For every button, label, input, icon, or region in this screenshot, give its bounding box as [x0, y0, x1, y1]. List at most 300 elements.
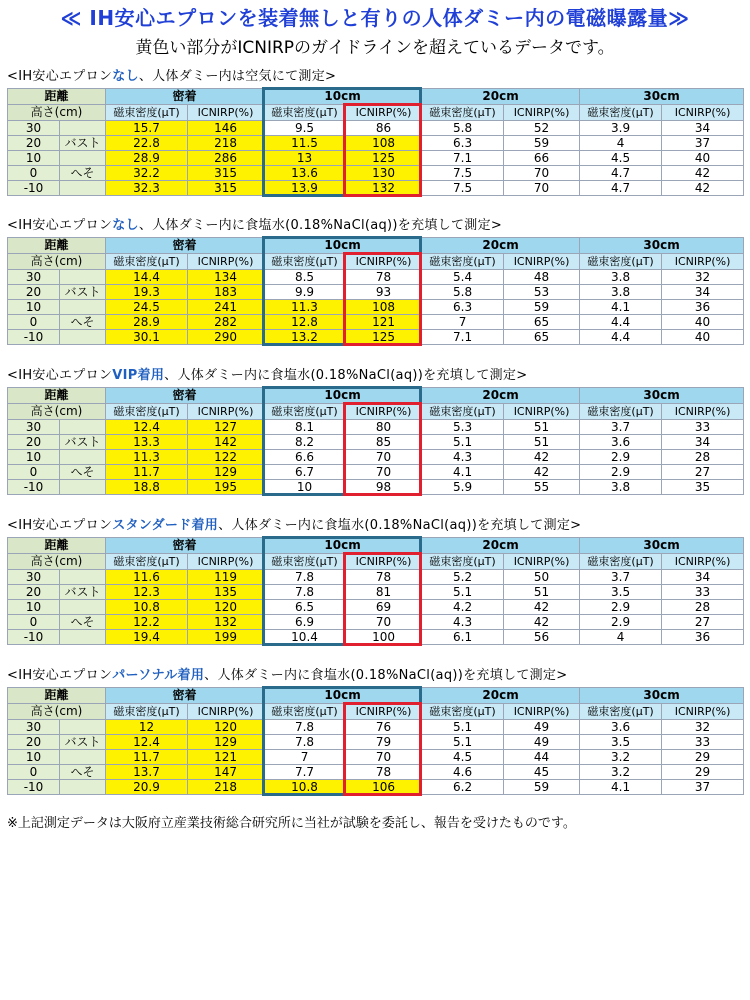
body-part-label — [60, 300, 106, 315]
icnirp-cell: 59 — [504, 136, 580, 151]
distance-10cm-header: 10cm — [264, 89, 422, 105]
caption-suffix: 、人体ダミー内に食塩水(0.18%NaCl(aq))を充填して測定> — [138, 218, 503, 233]
icnirp-header: ICNIRP(%) — [188, 704, 264, 720]
flux-density-cell: 8.5 — [264, 270, 346, 285]
body-part-label: へそ — [60, 615, 106, 630]
flux-density-cell: 18.8 — [106, 480, 188, 495]
flux-density-cell: 6.9 — [264, 615, 346, 630]
height-value: 10 — [8, 300, 60, 315]
flux-density-cell: 12.4 — [106, 735, 188, 750]
icnirp-cell: 59 — [504, 300, 580, 315]
icnirp-cell: 49 — [504, 735, 580, 750]
flux-density-cell: 3.7 — [580, 570, 662, 585]
icnirp-header: ICNIRP(%) — [346, 404, 422, 420]
flux-density-cell: 4.3 — [422, 450, 504, 465]
icnirp-cell: 65 — [504, 330, 580, 345]
height-value: 10 — [8, 600, 60, 615]
icnirp-cell: 42 — [662, 166, 744, 181]
flux-density-cell: 6.6 — [264, 450, 346, 465]
icnirp-cell: 147 — [188, 765, 264, 780]
icnirp-cell: 121 — [346, 315, 422, 330]
icnirp-cell: 34 — [662, 285, 744, 300]
flux-density-cell: 2.9 — [580, 600, 662, 615]
icnirp-header: ICNIRP(%) — [188, 254, 264, 270]
flux-density-header: 磁束密度(μT) — [106, 554, 188, 570]
icnirp-cell: 65 — [504, 315, 580, 330]
flux-density-cell: 19.4 — [106, 630, 188, 645]
table-row — [8, 600, 744, 615]
flux-density-header: 磁束密度(μT) — [422, 105, 504, 121]
distance-header: 距離 — [8, 238, 106, 254]
body-part-label — [60, 450, 106, 465]
flux-density-cell: 7 — [422, 315, 504, 330]
flux-density-header: 磁束密度(μT) — [264, 254, 346, 270]
body-part-label — [60, 630, 106, 645]
icnirp-cell: 70 — [504, 166, 580, 181]
icnirp-cell: 59 — [504, 780, 580, 795]
icnirp-cell: 218 — [188, 780, 264, 795]
flux-density-cell: 7.7 — [264, 765, 346, 780]
flux-density-cell: 10.8 — [264, 780, 346, 795]
icnirp-cell: 286 — [188, 151, 264, 166]
flux-density-cell: 5.1 — [422, 585, 504, 600]
icnirp-cell: 86 — [346, 121, 422, 136]
icnirp-cell: 132 — [346, 181, 422, 196]
icnirp-cell: 241 — [188, 300, 264, 315]
height-value: 10 — [8, 750, 60, 765]
flux-density-cell: 3.5 — [580, 735, 662, 750]
flux-density-cell: 7.1 — [422, 330, 504, 345]
height-header: 高さ(cm) — [8, 254, 106, 270]
icnirp-cell: 37 — [662, 136, 744, 151]
body-part-label: バスト — [60, 285, 106, 300]
icnirp-cell: 27 — [662, 615, 744, 630]
distance-10cm-header: 10cm — [264, 538, 422, 554]
caption-suffix: 、人体ダミー内に食塩水(0.18%NaCl(aq))を充填して測定> — [218, 518, 582, 533]
height-value: 20 — [8, 435, 60, 450]
flux-density-cell: 32.3 — [106, 181, 188, 196]
icnirp-header: ICNIRP(%) — [662, 254, 744, 270]
caption-prefix: <IH安心エプロン — [7, 518, 113, 533]
measurement-table — [7, 237, 744, 345]
height-header: 高さ(cm) — [8, 404, 106, 420]
height-header: 高さ(cm) — [8, 704, 106, 720]
caption-highlight: なし — [112, 218, 139, 233]
icnirp-header: ICNIRP(%) — [346, 105, 422, 121]
body-part-label — [60, 181, 106, 196]
flux-density-cell: 5.8 — [422, 285, 504, 300]
flux-density-cell: 13.9 — [264, 181, 346, 196]
table-row — [8, 465, 744, 480]
caption-highlight: スタンダード着用 — [112, 518, 219, 533]
contact-header: 密着 — [106, 688, 264, 704]
table-row — [8, 450, 744, 465]
flux-density-cell: 22.8 — [106, 136, 188, 151]
table-row — [8, 285, 744, 300]
body-part-label — [60, 570, 106, 585]
flux-density-cell: 3.8 — [580, 270, 662, 285]
table-row — [8, 166, 744, 181]
distance-20cm-header: 20cm — [422, 538, 580, 554]
flux-density-cell: 11.5 — [264, 136, 346, 151]
measurement-table — [7, 387, 744, 495]
footnote: ※上記測定データは大阪府立産業技術総合研究所に当社が試験を委託し、報告を受けたものです。 — [7, 816, 576, 831]
flux-density-cell: 4.1 — [580, 780, 662, 795]
flux-density-cell: 11.7 — [106, 465, 188, 480]
icnirp-cell: 55 — [504, 480, 580, 495]
flux-density-cell: 24.5 — [106, 300, 188, 315]
height-value: 0 — [8, 765, 60, 780]
icnirp-cell: 135 — [188, 585, 264, 600]
flux-density-cell: 9.9 — [264, 285, 346, 300]
height-value: 30 — [8, 720, 60, 735]
icnirp-cell: 218 — [188, 136, 264, 151]
icnirp-header: ICNIRP(%) — [188, 105, 264, 121]
icnirp-cell: 195 — [188, 480, 264, 495]
icnirp-cell: 315 — [188, 181, 264, 196]
flux-density-cell: 6.5 — [264, 600, 346, 615]
body-part-label: へそ — [60, 465, 106, 480]
caption-suffix: 、人体ダミー内は空気にて測定> — [138, 69, 337, 84]
icnirp-cell: 42 — [504, 465, 580, 480]
icnirp-cell: 66 — [504, 151, 580, 166]
body-part-label — [60, 720, 106, 735]
table-row — [8, 315, 744, 330]
icnirp-cell: 33 — [662, 735, 744, 750]
flux-density-cell: 6.7 — [264, 465, 346, 480]
distance-30cm-header: 30cm — [580, 238, 744, 254]
flux-density-cell: 11.3 — [106, 450, 188, 465]
height-value: 10 — [8, 151, 60, 166]
icnirp-cell: 120 — [188, 600, 264, 615]
icnirp-cell: 130 — [346, 166, 422, 181]
table-row — [8, 181, 744, 196]
flux-density-header: 磁束密度(μT) — [580, 404, 662, 420]
flux-density-header: 磁束密度(μT) — [106, 704, 188, 720]
icnirp-cell: 45 — [504, 765, 580, 780]
flux-density-cell: 12.4 — [106, 420, 188, 435]
caption-prefix: <IH安心エプロン — [7, 69, 113, 84]
table-row — [8, 585, 744, 600]
icnirp-header: ICNIRP(%) — [504, 554, 580, 570]
distance-30cm-header: 30cm — [580, 538, 744, 554]
flux-density-cell: 3.6 — [580, 720, 662, 735]
flux-density-header: 磁束密度(μT) — [580, 105, 662, 121]
height-value: 20 — [8, 585, 60, 600]
flux-density-cell: 3.6 — [580, 435, 662, 450]
caption-highlight: なし — [112, 69, 139, 84]
body-part-label: バスト — [60, 136, 106, 151]
body-part-label — [60, 270, 106, 285]
header-row — [8, 89, 744, 105]
flux-density-cell: 7.5 — [422, 166, 504, 181]
table-row — [8, 570, 744, 585]
flux-density-cell: 6.3 — [422, 136, 504, 151]
distance-10cm-header: 10cm — [264, 238, 422, 254]
flux-density-cell: 4.7 — [580, 181, 662, 196]
distance-20cm-header: 20cm — [422, 89, 580, 105]
height-value: 0 — [8, 615, 60, 630]
distance-30cm-header: 30cm — [580, 388, 744, 404]
header-row — [8, 238, 744, 254]
icnirp-cell: 120 — [188, 720, 264, 735]
flux-density-cell: 4.3 — [422, 615, 504, 630]
flux-density-header: 磁束密度(μT) — [264, 105, 346, 121]
icnirp-cell: 78 — [346, 570, 422, 585]
icnirp-cell: 183 — [188, 285, 264, 300]
body-part-label: へそ — [60, 765, 106, 780]
icnirp-cell: 34 — [662, 435, 744, 450]
height-value: 20 — [8, 136, 60, 151]
icnirp-cell: 50 — [504, 570, 580, 585]
table-row — [8, 750, 744, 765]
table-caption — [7, 215, 743, 237]
body-part-label — [60, 121, 106, 136]
subheader-row — [8, 554, 744, 570]
flux-density-cell: 4.2 — [422, 600, 504, 615]
flux-density-cell: 2.9 — [580, 615, 662, 630]
flux-density-cell: 2.9 — [580, 450, 662, 465]
measurement-table — [7, 687, 744, 795]
height-value: -10 — [8, 330, 60, 345]
icnirp-cell: 28 — [662, 600, 744, 615]
distance-20cm-header: 20cm — [422, 388, 580, 404]
subheader-row — [8, 704, 744, 720]
icnirp-cell: 32 — [662, 720, 744, 735]
distance-10cm-header: 10cm — [264, 688, 422, 704]
icnirp-cell: 108 — [346, 300, 422, 315]
icnirp-cell: 129 — [188, 735, 264, 750]
icnirp-cell: 53 — [504, 285, 580, 300]
flux-density-cell: 10.4 — [264, 630, 346, 645]
flux-density-cell: 11.3 — [264, 300, 346, 315]
distance-header: 距離 — [8, 538, 106, 554]
flux-density-cell: 4.5 — [422, 750, 504, 765]
flux-density-cell: 6.2 — [422, 780, 504, 795]
flux-density-header: 磁束密度(μT) — [422, 254, 504, 270]
flux-density-cell: 15.7 — [106, 121, 188, 136]
measurement-table — [7, 88, 744, 196]
icnirp-cell: 290 — [188, 330, 264, 345]
flux-density-header: 磁束密度(μT) — [422, 704, 504, 720]
header-row — [8, 538, 744, 554]
flux-density-cell: 6.1 — [422, 630, 504, 645]
table-row — [8, 136, 744, 151]
icnirp-cell: 42 — [504, 450, 580, 465]
icnirp-cell: 125 — [346, 151, 422, 166]
height-value: -10 — [8, 181, 60, 196]
flux-density-cell: 13 — [264, 151, 346, 166]
flux-density-cell: 19.3 — [106, 285, 188, 300]
flux-density-cell: 3.5 — [580, 585, 662, 600]
flux-density-cell: 5.9 — [422, 480, 504, 495]
icnirp-cell: 29 — [662, 750, 744, 765]
flux-density-cell: 12 — [106, 720, 188, 735]
flux-density-cell: 3.2 — [580, 750, 662, 765]
body-part-label — [60, 480, 106, 495]
table-row — [8, 330, 744, 345]
page-title: ≪ IH安心エプロンを装着無しと有りの人体ダミー内の電磁曝露量≫ — [60, 6, 690, 30]
table-row — [8, 480, 744, 495]
flux-density-cell: 4.1 — [580, 300, 662, 315]
contact-header: 密着 — [106, 238, 264, 254]
flux-density-cell: 28.9 — [106, 151, 188, 166]
icnirp-cell: 122 — [188, 450, 264, 465]
flux-density-cell: 7 — [264, 750, 346, 765]
icnirp-cell: 142 — [188, 435, 264, 450]
flux-density-cell: 4 — [580, 136, 662, 151]
height-value: 30 — [8, 121, 60, 136]
subheader-row — [8, 404, 744, 420]
height-value: 20 — [8, 285, 60, 300]
measurement-table — [7, 537, 744, 645]
icnirp-cell: 125 — [346, 330, 422, 345]
icnirp-cell: 51 — [504, 435, 580, 450]
flux-density-cell: 3.8 — [580, 480, 662, 495]
header-row — [8, 388, 744, 404]
flux-density-cell: 5.8 — [422, 121, 504, 136]
distance-20cm-header: 20cm — [422, 688, 580, 704]
icnirp-header: ICNIRP(%) — [662, 404, 744, 420]
caption-highlight: パーソナル着用 — [112, 668, 205, 683]
icnirp-cell: 29 — [662, 765, 744, 780]
flux-density-cell: 3.7 — [580, 420, 662, 435]
flux-density-cell: 3.8 — [580, 285, 662, 300]
measurement-block — [7, 215, 743, 345]
measurement-block — [7, 365, 743, 495]
table-row — [8, 720, 744, 735]
icnirp-cell: 35 — [662, 480, 744, 495]
caption-suffix: 、人体ダミー内に食塩水(0.18%NaCl(aq))を充填して測定> — [204, 668, 568, 683]
flux-density-cell: 5.3 — [422, 420, 504, 435]
flux-density-cell: 13.7 — [106, 765, 188, 780]
subheader-row — [8, 254, 744, 270]
icnirp-cell: 129 — [188, 465, 264, 480]
icnirp-cell: 146 — [188, 121, 264, 136]
flux-density-cell: 6.3 — [422, 300, 504, 315]
icnirp-cell: 48 — [504, 270, 580, 285]
icnirp-cell: 36 — [662, 300, 744, 315]
icnirp-cell: 134 — [188, 270, 264, 285]
contact-header: 密着 — [106, 89, 264, 105]
icnirp-cell: 70 — [346, 465, 422, 480]
icnirp-cell: 119 — [188, 570, 264, 585]
table-row — [8, 765, 744, 780]
flux-density-cell: 10.8 — [106, 600, 188, 615]
table-caption — [7, 365, 743, 387]
flux-density-cell: 3.2 — [580, 765, 662, 780]
flux-density-header: 磁束密度(μT) — [580, 554, 662, 570]
flux-density-header: 磁束密度(μT) — [106, 404, 188, 420]
icnirp-header: ICNIRP(%) — [662, 554, 744, 570]
icnirp-cell: 28 — [662, 450, 744, 465]
icnirp-header: ICNIRP(%) — [346, 704, 422, 720]
height-value: 0 — [8, 166, 60, 181]
icnirp-cell: 42 — [504, 615, 580, 630]
icnirp-cell: 127 — [188, 420, 264, 435]
icnirp-cell: 70 — [504, 181, 580, 196]
height-value: 10 — [8, 450, 60, 465]
icnirp-header: ICNIRP(%) — [188, 554, 264, 570]
flux-density-header: 磁束密度(μT) — [422, 554, 504, 570]
icnirp-header: ICNIRP(%) — [346, 254, 422, 270]
flux-density-cell: 14.4 — [106, 270, 188, 285]
icnirp-cell: 32 — [662, 270, 744, 285]
caption-highlight: VIP着用 — [112, 368, 165, 383]
flux-density-header: 磁束密度(μT) — [264, 704, 346, 720]
icnirp-cell: 52 — [504, 121, 580, 136]
height-value: -10 — [8, 780, 60, 795]
flux-density-cell: 7.8 — [264, 720, 346, 735]
icnirp-cell: 70 — [346, 450, 422, 465]
contact-header: 密着 — [106, 538, 264, 554]
height-value: 30 — [8, 270, 60, 285]
flux-density-cell: 5.1 — [422, 720, 504, 735]
flux-density-cell: 11.6 — [106, 570, 188, 585]
flux-density-cell: 4.4 — [580, 315, 662, 330]
table-caption — [7, 515, 743, 537]
icnirp-header: ICNIRP(%) — [504, 254, 580, 270]
icnirp-cell: 108 — [346, 136, 422, 151]
body-part-label: へそ — [60, 166, 106, 181]
icnirp-header: ICNIRP(%) — [504, 404, 580, 420]
icnirp-cell: 70 — [346, 615, 422, 630]
icnirp-cell: 34 — [662, 570, 744, 585]
flux-density-header: 磁束密度(μT) — [264, 404, 346, 420]
measurement-block — [7, 66, 743, 196]
caption-suffix: 、人体ダミー内に食塩水(0.18%NaCl(aq))を充填して測定> — [164, 368, 528, 383]
flux-density-header: 磁束密度(μT) — [264, 554, 346, 570]
body-part-label — [60, 151, 106, 166]
icnirp-header: ICNIRP(%) — [662, 105, 744, 121]
icnirp-cell: 78 — [346, 765, 422, 780]
icnirp-cell: 44 — [504, 750, 580, 765]
flux-density-cell: 5.4 — [422, 270, 504, 285]
body-part-label — [60, 330, 106, 345]
body-part-label — [60, 750, 106, 765]
icnirp-cell: 199 — [188, 630, 264, 645]
body-part-label: バスト — [60, 585, 106, 600]
icnirp-cell: 51 — [504, 420, 580, 435]
flux-density-cell: 13.3 — [106, 435, 188, 450]
table-row — [8, 615, 744, 630]
icnirp-cell: 34 — [662, 121, 744, 136]
flux-density-cell: 2.9 — [580, 465, 662, 480]
flux-density-cell: 11.7 — [106, 750, 188, 765]
flux-density-cell: 7.5 — [422, 181, 504, 196]
flux-density-cell: 13.6 — [264, 166, 346, 181]
table-caption — [7, 66, 743, 88]
distance-20cm-header: 20cm — [422, 238, 580, 254]
icnirp-cell: 42 — [662, 181, 744, 196]
flux-density-cell: 10 — [264, 480, 346, 495]
icnirp-header: ICNIRP(%) — [504, 704, 580, 720]
icnirp-cell: 315 — [188, 166, 264, 181]
icnirp-cell: 93 — [346, 285, 422, 300]
flux-density-cell: 7.8 — [264, 585, 346, 600]
flux-density-cell: 8.1 — [264, 420, 346, 435]
table-row — [8, 420, 744, 435]
height-value: -10 — [8, 480, 60, 495]
table-row — [8, 435, 744, 450]
header-row — [8, 688, 744, 704]
flux-density-cell: 12.8 — [264, 315, 346, 330]
table-row — [8, 151, 744, 166]
icnirp-cell: 40 — [662, 315, 744, 330]
flux-density-cell: 8.2 — [264, 435, 346, 450]
flux-density-cell: 4.6 — [422, 765, 504, 780]
icnirp-cell: 27 — [662, 465, 744, 480]
